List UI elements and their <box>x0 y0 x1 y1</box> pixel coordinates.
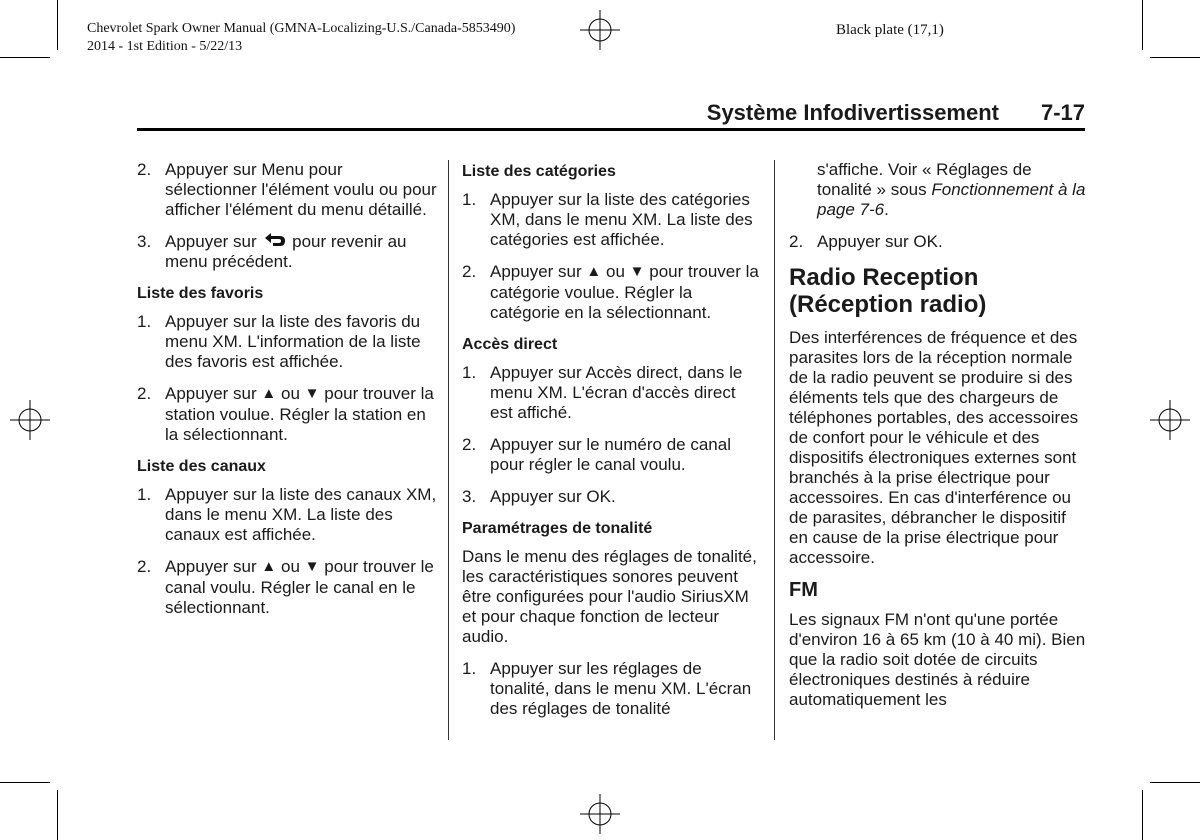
down-arrow-icon: ▼ <box>304 558 320 575</box>
header-rule <box>137 128 1085 131</box>
item-text-part: pour trouver le canal voulu. Régler le canal en le sélectionnant. <box>165 557 434 617</box>
item-text-part: Appuyer sur <box>165 232 257 251</box>
crop-mark <box>1142 0 1143 50</box>
list-item <box>789 232 1087 252</box>
list-item <box>137 384 437 445</box>
list-item <box>462 435 762 475</box>
up-arrow-icon: ▲ <box>261 385 277 402</box>
item-text-part: Appuyer sur <box>165 557 257 576</box>
item-text: Appuyer sur les réglages de tonalité, dans le menu XM. L'écran des réglages de tonalité <box>490 659 752 718</box>
item-number: 2. <box>137 384 152 403</box>
list-item <box>462 659 762 719</box>
down-arrow-icon: ▼ <box>629 263 645 280</box>
paragraph: Dans le menu des réglages de tonalité, les caractéristiques sonores peuvent être configurées pour l'audio SiriusXM et pour chaque fonction de lecteur audio. <box>462 547 757 646</box>
black-plate-label: Black plate (17,1) <box>836 22 944 38</box>
list-item <box>137 232 437 272</box>
subheading-tonalite: Paramétrages de tonalité <box>462 520 653 537</box>
item-text: Appuyer sur le numéro de canal pour régler le canal voulu. <box>490 435 731 474</box>
item-text: Appuyer sur la liste des catégories XM, dans le menu XM. La liste des catégories est affichée. <box>490 190 753 249</box>
crop-mark <box>0 782 50 783</box>
crop-mark <box>57 790 58 840</box>
list-item <box>137 312 437 372</box>
item-number: 2. <box>462 435 477 454</box>
subheading-canaux: Liste des canaux <box>137 458 266 475</box>
paragraph: Les signaux FM n'ont qu'une portée d'environ 16 à 65 km (10 à 40 mi). Bien que la radio soit dotée de circuits électroniques destinés à réduire automatiquement les <box>789 610 1086 709</box>
item-number: 1. <box>462 190 477 209</box>
item-text-part: Appuyer sur <box>490 262 582 281</box>
print-meta <box>87 20 515 56</box>
item-text-part: ou <box>281 557 300 576</box>
heading-fm: FM <box>789 579 818 601</box>
column-divider <box>774 160 775 740</box>
heading-radio-reception: Radio Reception (Réception radio) <box>789 264 987 318</box>
item-text: Appuyer sur la liste des canaux XM, dans le menu XM. La liste des canaux est affichée. <box>165 485 437 544</box>
print-meta-line2: 2014 - 1st Edition - 5/22/13 <box>87 39 243 54</box>
crop-mark <box>57 0 58 50</box>
up-arrow-icon: ▲ <box>261 558 277 575</box>
item-number: 1. <box>137 485 152 504</box>
section-title: Système Infodivertissement <box>706 100 999 125</box>
registration-mark-icon <box>580 10 620 50</box>
item-number: 1. <box>462 659 477 678</box>
crop-mark <box>0 57 50 58</box>
list-item <box>137 160 437 220</box>
item-number: 2. <box>137 557 152 576</box>
running-header <box>137 100 1085 130</box>
crop-mark <box>1150 782 1200 783</box>
registration-mark-icon <box>1150 400 1190 440</box>
back-arrow-icon <box>261 232 287 248</box>
print-meta-line1: Chevrolet Spark Owner Manual (GMNA-Localizing-U.S./Canada-5853490) <box>87 21 516 36</box>
item-text-part: ou <box>281 384 300 403</box>
list-item <box>137 485 437 545</box>
item-text: Appuyer sur Menu pour sélectionner l'élément voulu ou pour afficher l'élément du menu détaillé. <box>165 160 437 219</box>
up-arrow-icon: ▲ <box>586 263 602 280</box>
down-arrow-icon: ▼ <box>304 385 320 402</box>
item-number: 3. <box>137 232 152 251</box>
item-text <box>165 232 437 272</box>
item-text: Appuyer sur OK. <box>490 487 616 506</box>
registration-mark-icon <box>10 400 50 440</box>
column-divider <box>448 160 449 740</box>
item-text-part: pour revenir au menu précédent. <box>165 232 407 271</box>
item-number: 1. <box>137 312 152 331</box>
item-text <box>490 262 762 323</box>
item-text-part: s'affiche. Voir « Réglages de tonalité » sous <box>817 160 1032 199</box>
list-item <box>462 262 762 323</box>
list-item <box>462 190 762 250</box>
list-item <box>462 363 762 423</box>
item-number: 3. <box>462 487 477 506</box>
column-3 <box>789 160 1087 722</box>
item-text-part: Appuyer sur <box>165 384 257 403</box>
item-text-part: ou <box>606 262 625 281</box>
registration-mark-icon <box>580 794 620 834</box>
subheading-acces-direct: Accès direct <box>462 336 558 353</box>
subheading-categories: Liste des catégories <box>462 163 616 180</box>
item-text <box>165 384 437 445</box>
item-text <box>165 557 437 618</box>
continued-item-text <box>789 160 1087 220</box>
subheading-favoris: Liste des favoris <box>137 285 264 302</box>
crop-mark <box>1142 790 1143 840</box>
column-2 <box>462 160 762 731</box>
item-text-part: pour trouver la catégorie voulue. Régler la catégorie en la sélectionnant. <box>490 262 759 322</box>
column-1 <box>137 160 437 630</box>
page-number: 7-17 <box>1040 100 1085 125</box>
cross-reference: Fonctionnement à la page 7-6 <box>817 180 1086 219</box>
item-text: Appuyer sur Accès direct, dans le menu XM. L'écran d'accès direct est affiché. <box>490 363 743 422</box>
item-text: Appuyer sur OK. <box>817 232 943 251</box>
list-item <box>462 487 762 507</box>
item-number: 2. <box>137 160 152 179</box>
item-number: 1. <box>462 363 477 382</box>
crop-mark <box>1150 57 1200 58</box>
item-text-part: . <box>884 200 889 219</box>
item-number: 2. <box>789 232 804 251</box>
item-text: Appuyer sur la liste des favoris du menu XM. L'information de la liste des favoris est affichée. <box>165 312 421 371</box>
paragraph: Des interférences de fréquence et des parasites lors de la réception normale de la radio peuvent se produire si des éléments tels que des chargeurs de téléphones portables, des accessoires de confort pour le véhicule et des dispositifs électroniques externes sont branchés à la prise électrique pour accessoires. En cas d'interférence ou de parasites, débrancher le dispositif en cause de la prise électrique pour accessoire. <box>789 328 1079 567</box>
list-item <box>137 557 437 618</box>
item-text-part: pour trouver la station voulue. Régler la station en la sélectionnant. <box>165 384 434 444</box>
item-number: 2. <box>462 262 477 281</box>
